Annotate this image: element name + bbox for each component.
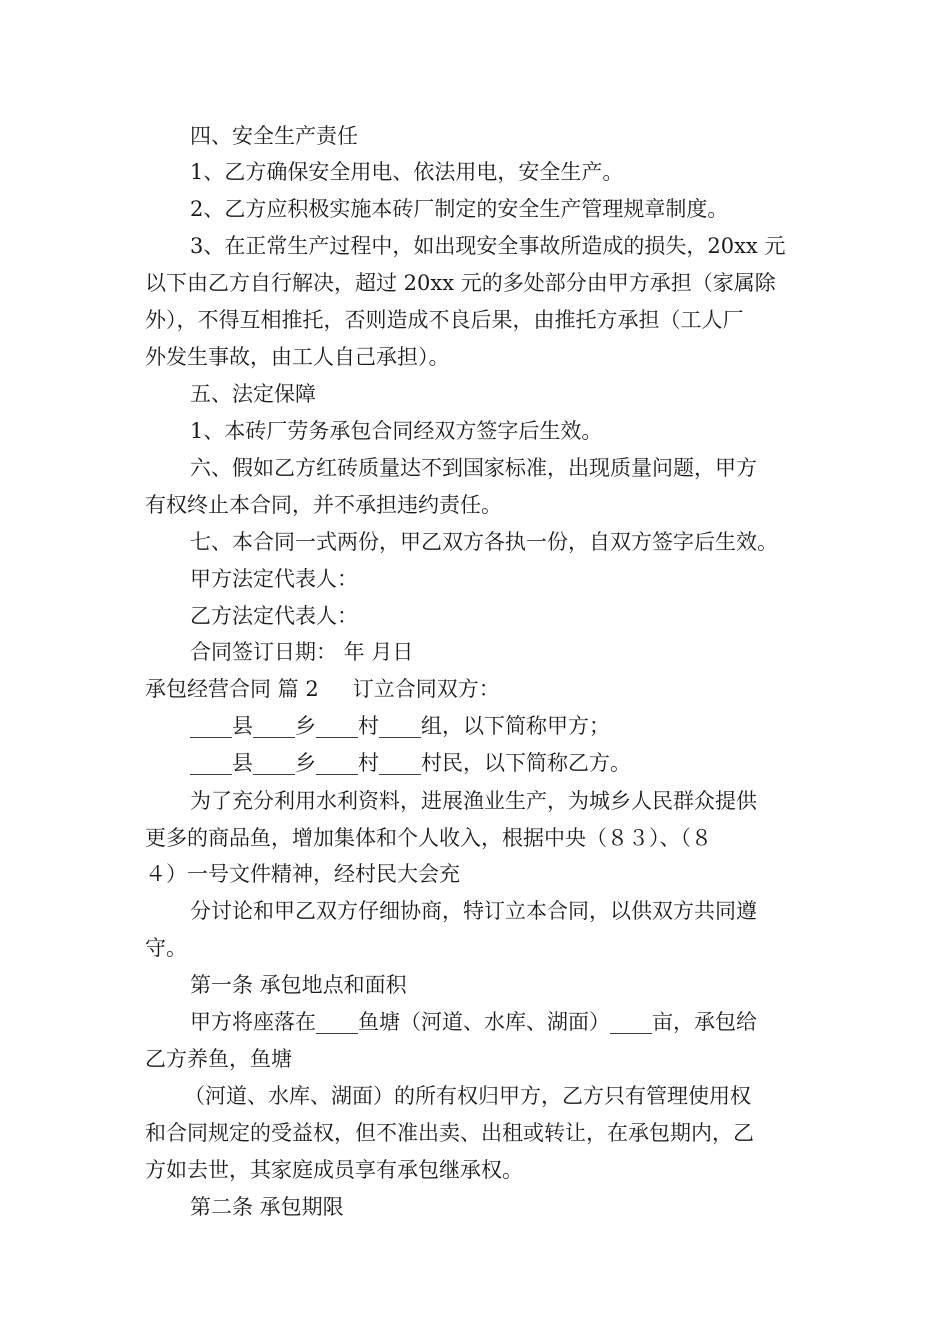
section-heading-safety: 四、安全生产责任 [190,124,358,148]
body-line: 甲方将座落在____鱼塘（河道、水库、湖面）____亩，承包给 [190,1010,757,1034]
clause-line: 外），不得互相推托，否则造成不良后果，由推托方承担（工人厂 [145,308,744,332]
body-line: 更多的商品鱼，增加集体和个人收入，根据中央（８３）、（８ [145,826,712,850]
body-line: 为了充分利用水利资料，进展渔业生产，为城乡人民群众提供 [190,789,757,813]
article-2-heading: 第二条 承包期限 [190,1195,344,1219]
clause-line: 3、在正常生产过程中，如出现安全事故所造成的损失，20xx 元 [190,234,786,258]
body-line: 分讨论和甲乙双方仔细协商，特订立本合同，以供双方共同遵 [190,899,757,923]
party-b-representative: 乙方法定代表人： [190,604,358,628]
clause-line: 有权终止本合同，并不承担违约责任。 [145,493,502,517]
body-line: ４）一号文件精神，经村民大会充 [145,862,460,886]
body-line: （河道、水库、湖面）的所有权归甲方，乙方只有管理使用权 [184,1084,751,1108]
contract-title: 承包经营合同 篇 2 [145,677,319,701]
clause-line: 2、乙方应积极实施本砖厂制定的安全生产管理规章制度。 [190,197,729,221]
signing-date: 合同签订日期： 年 月日 [190,640,414,664]
party-a-line: ____县____乡____村____组，以下简称甲方； [190,714,610,738]
clause-line: 1、乙方确保安全用电、依法用电，安全生产。 [190,160,624,184]
body-line: 和合同规定的受益权，但不准出卖、出租或转让，在承包期内，乙 [145,1121,754,1145]
clause-line: 六、假如乙方红砖质量达不到国家标准，出现质量问题，甲方 [190,456,757,480]
contract-parties-heading: 订立合同双方： [352,677,500,701]
clause-line: 以下由乙方自行解决，超过 20xx 元的多处部分由甲方承担（家属除 [145,271,776,295]
body-line: 方如去世，其家庭成员享有承包继承权。 [145,1158,523,1182]
section-heading-legal: 五、法定保障 [190,382,316,406]
clause-line: 1、本砖厂劳务承包合同经双方签字后生效。 [190,419,603,443]
party-a-representative: 甲方法定代表人： [190,567,358,591]
body-line: 守。 [145,936,187,960]
article-1-heading: 第一条 承包地点和面积 [190,973,407,997]
clause-line: 七、本合同一式两份，甲乙双方各执一份，自双方签字后生效。 [190,530,778,554]
clause-line: 外发生事故，由工人自己承担）。 [145,345,450,369]
contract-title-line [145,674,810,704]
party-b-line: ____县____乡____村____村民，以下简称乙方。 [190,751,631,775]
body-line: 乙方养鱼，鱼塘 [145,1047,292,1071]
